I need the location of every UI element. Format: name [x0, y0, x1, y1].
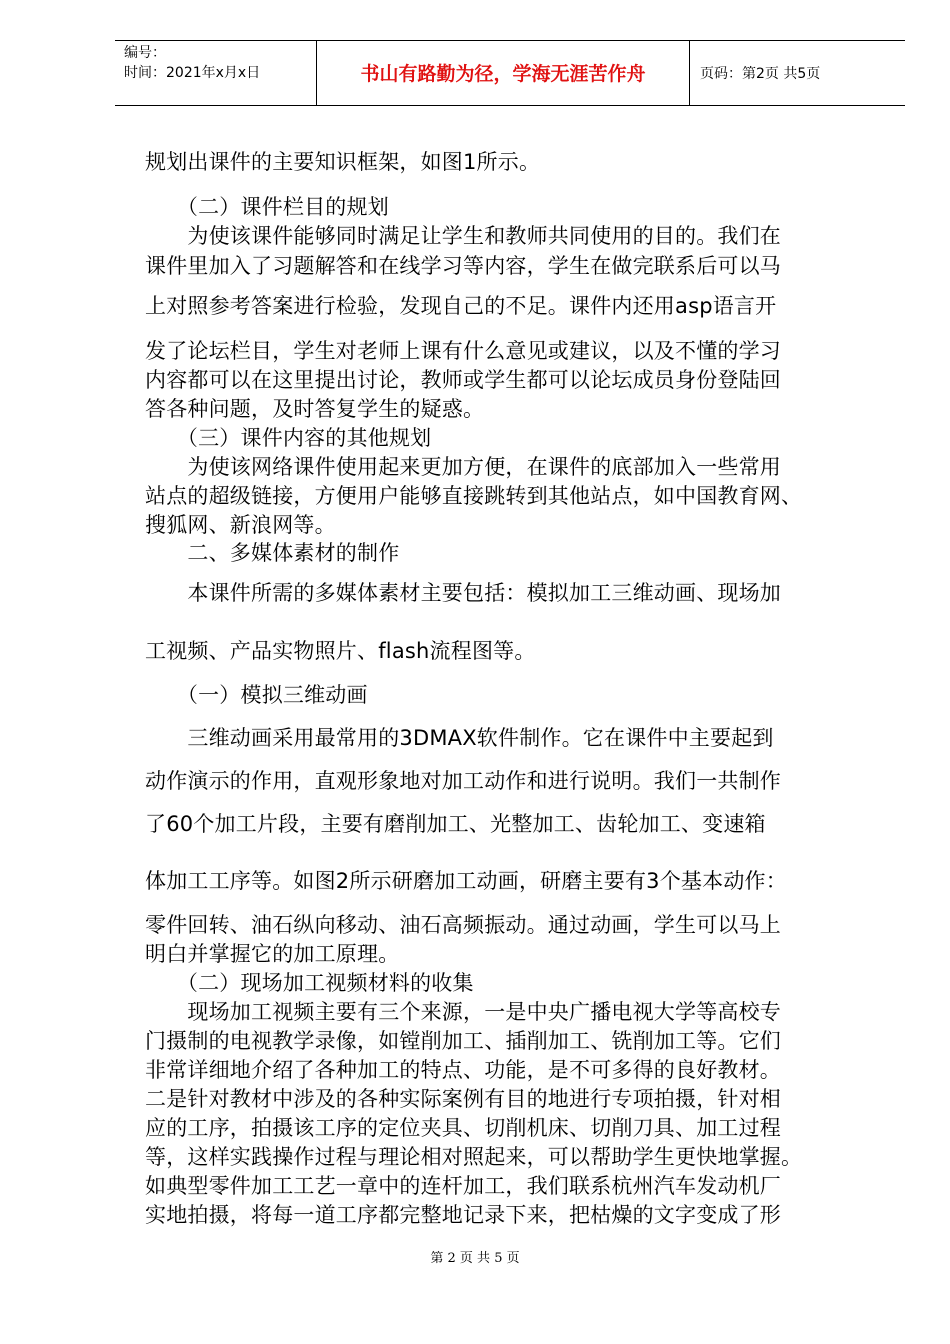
body-line: 发了论坛栏目，学生对老师上课有什么意见或建议，以及不懂的学习: [145, 339, 781, 363]
header-motto-cell: [316, 41, 690, 105]
body-line: 规划出课件的主要知识框架，如图1所示。: [145, 150, 541, 174]
body-line: 了60个加工片段，主要有磨削加工、光整加工、齿轮加工、变速箱: [145, 812, 766, 836]
body-line: 三维动画采用最常用的3DMAX软件制作。它在课件中主要起到: [145, 726, 774, 750]
section-heading: （二）课件栏目的规划: [145, 195, 389, 219]
body-line: 门摄制的电视教学录像，如镗削加工、插削加工、铣削加工等。它们: [145, 1029, 781, 1053]
body-line: 本课件所需的多媒体素材主要包括：模拟加工三维动画、现场加: [145, 581, 781, 605]
body-line: 站点的超级链接，方便用户能够直接跳转到其他站点，如中国教育网、: [145, 484, 803, 508]
body-line: 搜狐网、新浪网等。: [145, 513, 336, 537]
body-line: 体加工工序等。如图2所示研磨加工动画，研磨主要有3个基本动作：: [145, 869, 787, 893]
body-line: 实地拍摄，将每一道工序都完整地记录下来，把枯燥的文字变成了形: [145, 1203, 781, 1227]
body-line: 二是针对教材中涉及的各种实际案例有目的地进行专项拍摄，针对相: [145, 1087, 781, 1111]
body-line: 为使该网络课件使用起来更加方便，在课件的底部加入一些常用: [145, 455, 781, 479]
header-meta-cell: [115, 41, 316, 105]
page-header: [115, 40, 905, 106]
page-footer: 第 2 页 共 5 页: [430, 1251, 520, 1266]
header-page-cell: [690, 41, 905, 105]
body-line: 内容都可以在这里提出讨论，教师或学生都可以论坛成员身份登陆回: [145, 368, 781, 392]
section-heading: （二）现场加工视频材料的收集: [145, 971, 474, 995]
body-line: 答各种问题，及时答复学生的疑惑。: [145, 397, 485, 421]
section-heading: （一）模拟三维动画: [145, 683, 368, 707]
section-heading: （三）课件内容的其他规划: [145, 426, 432, 450]
body-line: 零件回转、油石纵向移动、油石高频振动。通过动画，学生可以马上: [145, 913, 781, 937]
body-line: 现场加工视频主要有三个来源，一是中央广播电视大学等高校专: [145, 1000, 781, 1024]
body-line: 如典型零件加工工艺一章中的连杆加工，我们联系杭州汽车发动机厂: [145, 1174, 781, 1198]
body-line: 工视频、产品实物照片、flash流程图等。: [145, 639, 536, 663]
body-line: 明白并掌握它的加工原理。: [145, 942, 400, 966]
body-line: 等，这样实践操作过程与理论相对照起来，可以帮助学生更快地掌握。: [145, 1145, 803, 1169]
body-line: 为使该课件能够同时满足让学生和教师共同使用的目的。我们在: [145, 224, 781, 248]
body-line: 动作演示的作用，直观形象地对加工动作和进行说明。我们一共制作: [145, 769, 781, 793]
body-line: 上对照参考答案进行检验，发现自己的不足。课件内还用asp语言开: [145, 294, 777, 318]
document-number-label: 编号：: [124, 45, 166, 61]
document-time-label: 时间：2021年x月x日: [124, 65, 261, 81]
body-line: 应的工序，拍摄该工序的定位夹具、切削机床、切削刀具、加工过程: [145, 1116, 781, 1140]
section-heading: 二、多媒体素材的制作: [145, 541, 400, 565]
header-motto: 书山有路勤为径，学海无涯苦作舟: [360, 63, 646, 85]
header-page-label: 页码：第2页 共5页: [700, 66, 821, 82]
body-line: 非常详细地介绍了各种加工的特点、功能，是不可多得的良好教材。: [145, 1058, 781, 1082]
body-line: 课件里加入了习题解答和在线学习等内容，学生在做完联系后可以马: [145, 254, 781, 278]
